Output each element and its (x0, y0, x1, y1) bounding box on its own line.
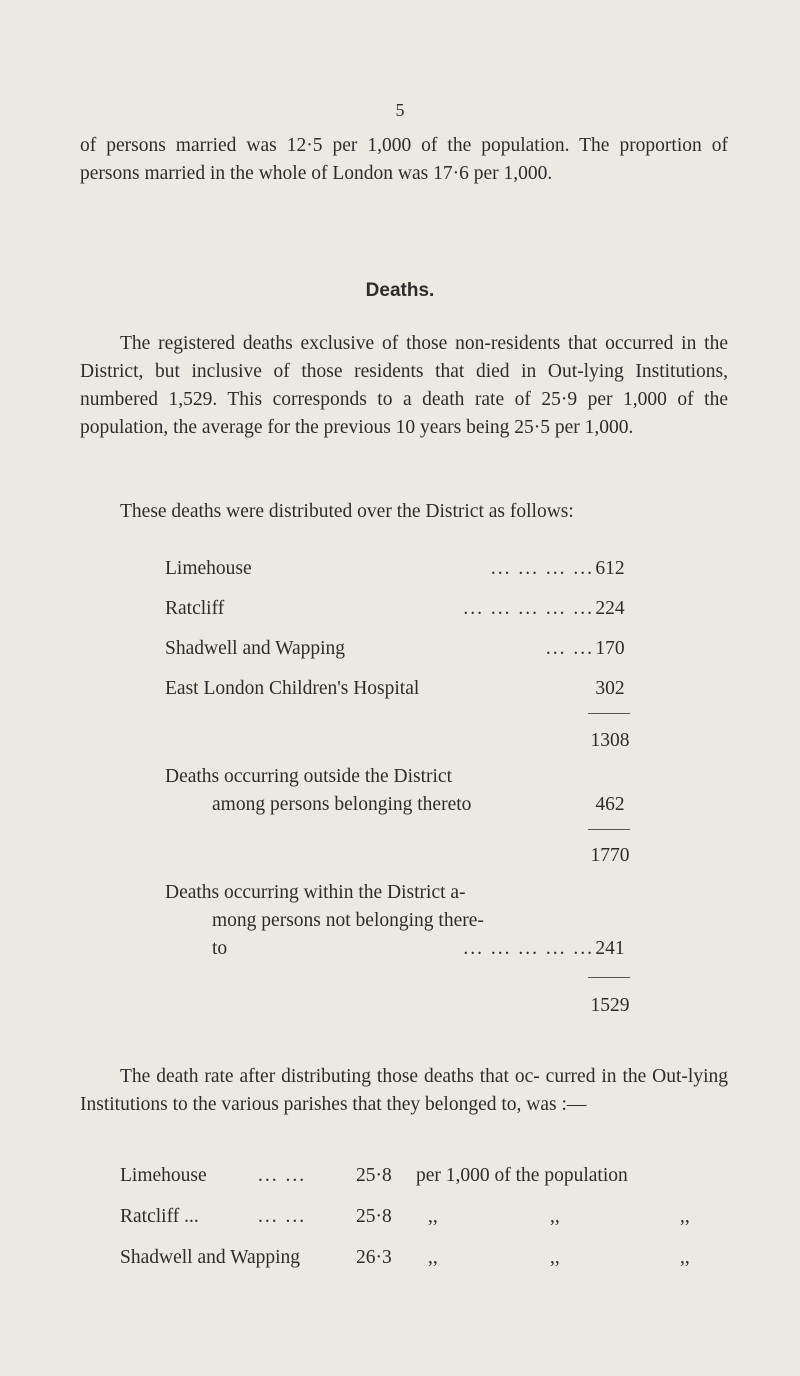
leader-dots: ... ... (258, 1165, 307, 1186)
row-label: Shadwell and Wapping (165, 638, 346, 659)
ditto-mark: ,, (550, 1247, 560, 1268)
row-value: 170 (595, 638, 625, 659)
rates-intro: The death rate after distributing those deaths that oc- curred in the Out-lying Institutions to the various parishes that they belonged to, was :— (80, 1066, 728, 1115)
rate-value: 25·8 (356, 1206, 392, 1227)
ditto-mark: ,, (680, 1247, 690, 1268)
sum-rule (588, 713, 630, 714)
row-label: Limehouse (165, 558, 252, 579)
row-value: 612 (595, 558, 625, 579)
rate-label: Shadwell and Wapping (120, 1247, 301, 1268)
outside-label-line2: among persons belonging thereto (212, 794, 472, 815)
leader-dots: ... ... (258, 1206, 307, 1227)
total-value: 1529 (590, 995, 630, 1016)
ditto-mark: ,, (550, 1206, 560, 1227)
row-value: 302 (595, 678, 625, 699)
leader-dots: ... ... ... ... ... (463, 938, 594, 959)
rate-unit: per 1,000 of the population (416, 1165, 628, 1186)
subtotal-value: 1308 (590, 730, 630, 751)
subtotal-value: 1770 (590, 845, 630, 866)
within-value: 241 (595, 938, 625, 959)
intro-paragraph: of persons married was 12·5 per 1,000 of the population. The proportion of persons married in the whole of London was 17·6 per 1,000. (80, 135, 728, 184)
sum-rule (588, 977, 630, 978)
rate-label: Ratcliff ... (120, 1206, 199, 1227)
rate-value: 26·3 (356, 1247, 392, 1268)
within-label-line1: Deaths occurring within the District a- (165, 882, 466, 903)
outside-value: 462 (595, 794, 625, 815)
leader-dots: ... ... ... ... (490, 558, 594, 579)
page-number: 5 (395, 100, 405, 120)
ditto-mark: ,, (428, 1247, 438, 1268)
outside-label-line1: Deaths occurring outside the District (165, 766, 453, 787)
within-label-line3: to (212, 938, 228, 959)
section-heading-deaths: Deaths. (365, 280, 435, 301)
leader-dots: ... ... (545, 638, 594, 659)
row-label: Ratcliff (165, 598, 225, 619)
ditto-mark: ,, (428, 1206, 438, 1227)
sum-rule (588, 829, 630, 830)
row-value: 224 (595, 598, 625, 619)
distribution-intro: These deaths were distributed over the District as follows: (120, 501, 574, 522)
row-label: East London Children's Hospital (165, 678, 420, 699)
within-label-line2: mong persons not belonging there- (212, 910, 484, 931)
rate-value: 25·8 (356, 1165, 392, 1186)
deaths-paragraph: The registered deaths exclusive of those non-residents that occurred in the District, but inclusive of those residents that died in Out-lying Institutions, numbered 1,529. This corresponds to a death rate of 25·9 per 1,000 of the population, the average for the previous 10 years being 25·5 per 1,000. (80, 333, 728, 438)
ditto-mark: ,, (680, 1206, 690, 1227)
rate-label: Limehouse (120, 1165, 207, 1186)
leader-dots: ... ... ... ... ... (463, 598, 594, 619)
